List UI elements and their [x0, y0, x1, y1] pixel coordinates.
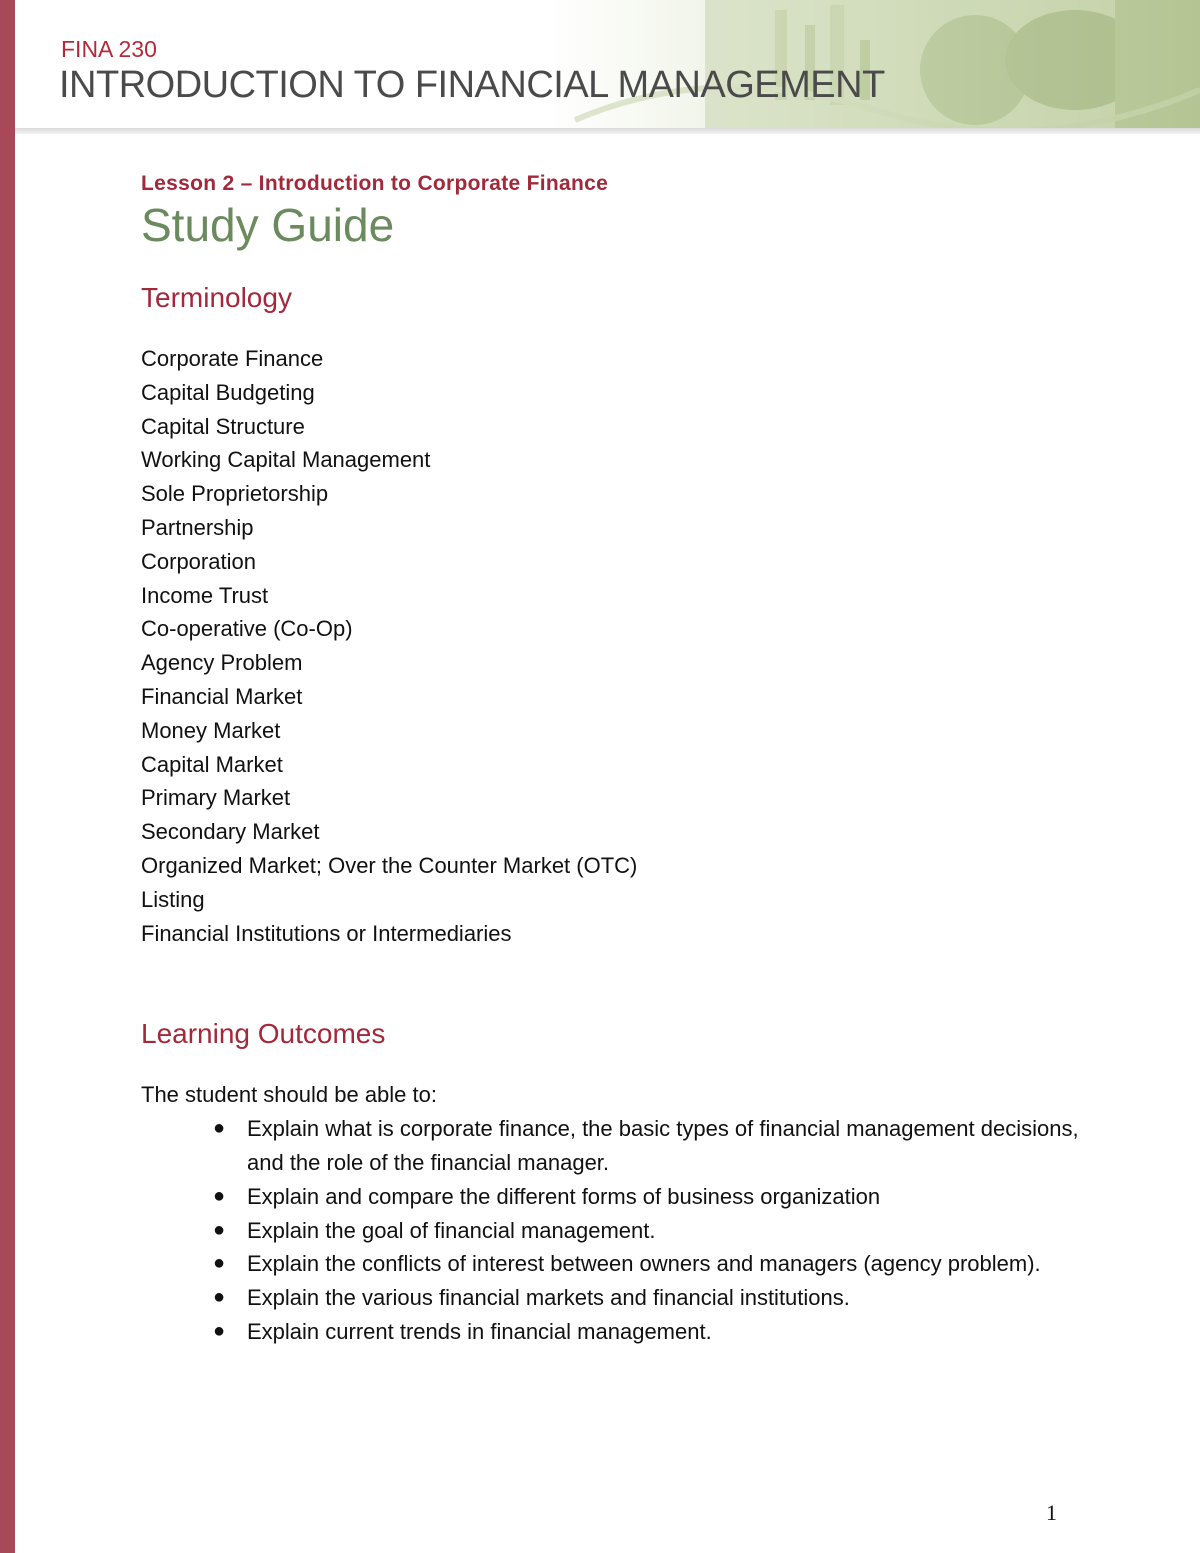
header-banner	[15, 0, 1200, 130]
course-code: FINA 230	[61, 36, 157, 62]
terminology-list	[141, 342, 1101, 950]
lesson-title: Lesson 2 – Introduction to Corporate Finance	[141, 172, 609, 195]
bullet-icon: ●	[213, 1184, 226, 1207]
bullet-icon: ●	[213, 1117, 226, 1140]
bullet-icon: ●	[213, 1252, 226, 1275]
term-item: Primary Market	[141, 785, 291, 811]
term-item: Working Capital Management	[141, 447, 431, 473]
outcome-text: Explain what is corporate finance, the basic types of financial management decisions, and the role of the financial manager.	[247, 1116, 1079, 1175]
outcome-text: Explain the various financial markets and financial institutions.	[247, 1285, 850, 1311]
term-item: Organized Market; Over the Counter Market (OTC)	[141, 852, 638, 878]
term-item: Capital Market	[141, 751, 283, 777]
page-number: 1	[1046, 1500, 1057, 1525]
main-content	[141, 172, 1101, 1349]
outcome-item	[213, 1315, 1101, 1349]
learning-outcomes-heading: Learning Outcomes	[141, 1018, 386, 1050]
bullet-icon: ●	[213, 1218, 226, 1241]
outcome-item	[213, 1112, 1101, 1180]
bullet-icon: ●	[213, 1319, 226, 1342]
bullet-icon: ●	[213, 1286, 226, 1309]
terminology-heading: Terminology	[141, 282, 292, 313]
page-title: Study Guide	[141, 199, 395, 251]
left-accent-bar	[0, 0, 15, 1553]
outcomes-intro: The student should be able to:	[141, 1082, 437, 1108]
term-item: Financial Market	[141, 683, 303, 709]
term-item: Corporate Finance	[141, 346, 324, 371]
outcome-text: Explain and compare the different forms of business organization	[247, 1183, 881, 1209]
term-item: Capital Structure	[141, 413, 305, 439]
outcome-item	[213, 1180, 1101, 1214]
header-divider	[15, 128, 1200, 134]
term-item: Income Trust	[141, 582, 269, 608]
outcomes-list	[141, 1112, 1101, 1349]
outcome-item	[213, 1281, 1101, 1315]
term-item: Money Market	[141, 717, 281, 743]
outcome-item	[213, 1214, 1101, 1248]
term-item: Financial Institutions or Intermediaries	[141, 920, 512, 946]
term-item: Agency Problem	[141, 650, 303, 676]
outcome-text: Explain the goal of financial management.	[247, 1217, 656, 1243]
term-item: Corporation	[141, 548, 256, 574]
outcome-text: Explain current trends in financial management.	[247, 1318, 712, 1344]
term-item: Capital Budgeting	[141, 379, 315, 405]
term-item: Secondary Market	[141, 819, 320, 845]
course-title: INTRODUCTION TO FINANCIAL MANAGEMENT	[59, 64, 885, 106]
term-item: Co-operative (Co-Op)	[141, 616, 353, 642]
term-item: Sole Proprietorship	[141, 481, 329, 507]
term-item: Partnership	[141, 514, 254, 540]
outcome-item	[213, 1247, 1101, 1281]
term-item: Listing	[141, 886, 205, 912]
outcome-text: Explain the conflicts of interest between owners and managers (agency problem).	[247, 1251, 1041, 1277]
